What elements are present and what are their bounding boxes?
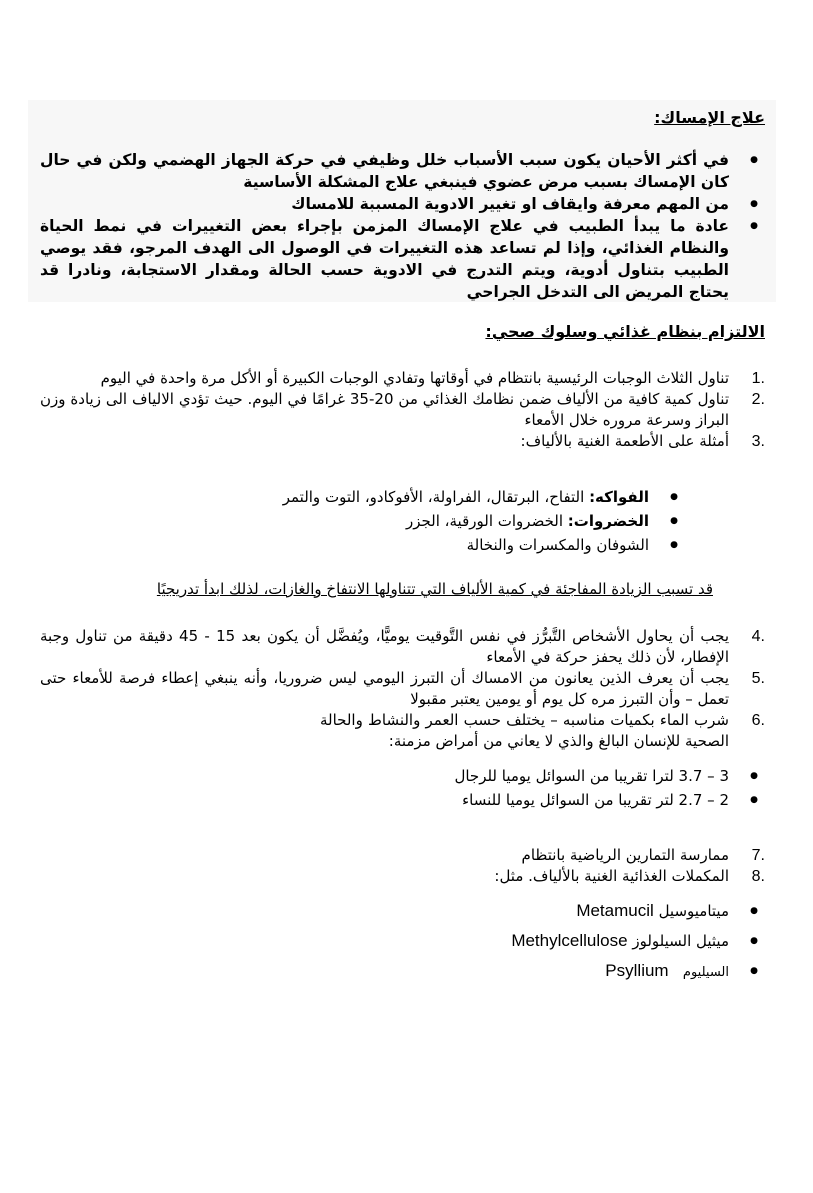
list-item: ● الخضروات: الخضروات الورقية، الجزر (40, 509, 685, 533)
list-item: 6. شرب الماء بكميات مناسبه – يختلف حسب العمر والنشاط والحالة الصحية للإنسان البالغ والذي لا يعاني من أمراض مزمنة: (320, 711, 765, 750)
list-item: 3. أمثلة على الأطعمة الغنية بالألياف: (520, 432, 765, 450)
list-item: 2. تناول كمية كافية من الألياف ضمن نظامك الغذائي من 20-35 غرامًا في اليوم. حيث تؤدي الالياف الى زيادة وزن البراز وسرعة مروره خلال الأمعاء (40, 390, 765, 429)
list-item: ● ميثيل السيلولوز Methylcellulose (40, 926, 765, 956)
list-item: 4. يجب أن يحاول الأشخاص التَّبرُّز في نفس التَّوقيت يوميًّا، ويُفضَّل أن يكون بعد 15 - 45 دقيقة من تناول وجبة الإفطار، لأن ذلك يحفز حركة في الأمعاء (40, 627, 765, 666)
fiber-examples-list (40, 485, 685, 557)
treatment-bullet-list (40, 149, 765, 303)
diet-numbered-list-a (40, 368, 765, 452)
list-item: ● ميتاميوسيل Metamucil (40, 896, 765, 926)
list-item: ● من المهم معرفة وايقاف او تغيير الادوية المسببة للامساك (40, 193, 765, 215)
list-item: 5. يجب أن يعرف الذين يعانون من الامساك أن التبرز اليومي ليس ضروريا، وأنه ينبغي إعطاء فرصة للأمعاء حتى تعمل – وأن التبرز مره كل يوم أو يومين يعتبر مقبولا (40, 669, 765, 708)
list-item: ● عادة ما يبدأ الطبيب في علاج الإمساك المزمن بإجراء بعض التغييرات في نمط الحياة والنظام الغذائي، وإذا لم تساعد هذه التغييرات في الوصول الى الهدف المرجو، فقد يوصي الطبيب بتناول أدوية، ويتم التدرج في الادوية حسب الحالة ومقدار الاستجابة، ونادرا قد يحتاج المريض الى التدخل الجراحي (40, 215, 765, 303)
supplements-list (40, 896, 765, 988)
water-amounts-list (40, 764, 765, 812)
section-diet (40, 322, 765, 341)
section-heading-diet: الالتزام بنظام غذائي وسلوك صحي: (485, 322, 765, 341)
list-item: ● الشوفان والمكسرات والنخالة (40, 533, 685, 557)
list-item: ● الفواكه: التفاح، البرتقال، الفراولة، الأفوكادو، التوت والتمر (40, 485, 685, 509)
list-item: ● 2 – 2.7 لتر تقريبا من السوائل يوميا للنساء (40, 788, 765, 812)
diet-numbered-list-c (40, 845, 765, 887)
section-heading-treatment: علاج الإمساك: (654, 108, 765, 127)
list-item: 8. المكملات الغذائية الغنية بالألياف. مثل: (494, 867, 765, 885)
list-item: ● في أكثر الأحيان يكون سبب الأسباب خلل وظيفي في حركة الجهاز الهضمي ولكن في حال كان الإمساك بسبب مرض عضوي فينبغي علاج المشكلة الأساسية (40, 149, 765, 193)
list-item: 7. ممارسة التمارين الرياضية بانتظام (521, 846, 765, 864)
list-item: ● السيليوم Psyllium (40, 956, 765, 988)
section-treatment (40, 108, 765, 303)
fiber-warning-note: قد تسبب الزيادة المفاجئة في كمية الألياف التي تتناولها الانتفاخ والغازات، لذلك ابدأ تدريجيًا (156, 580, 713, 598)
list-item: ● 3 – 3.7 لترا تقريبا من السوائل يوميا للرجال (40, 764, 765, 788)
diet-numbered-list-b (40, 626, 765, 752)
list-item: 1. تناول الثلاث الوجبات الرئيسية بانتظام في أوقاتها وتفادي الوجبات الكبيرة أو الأكل مرة واحدة في اليوم (100, 369, 765, 387)
